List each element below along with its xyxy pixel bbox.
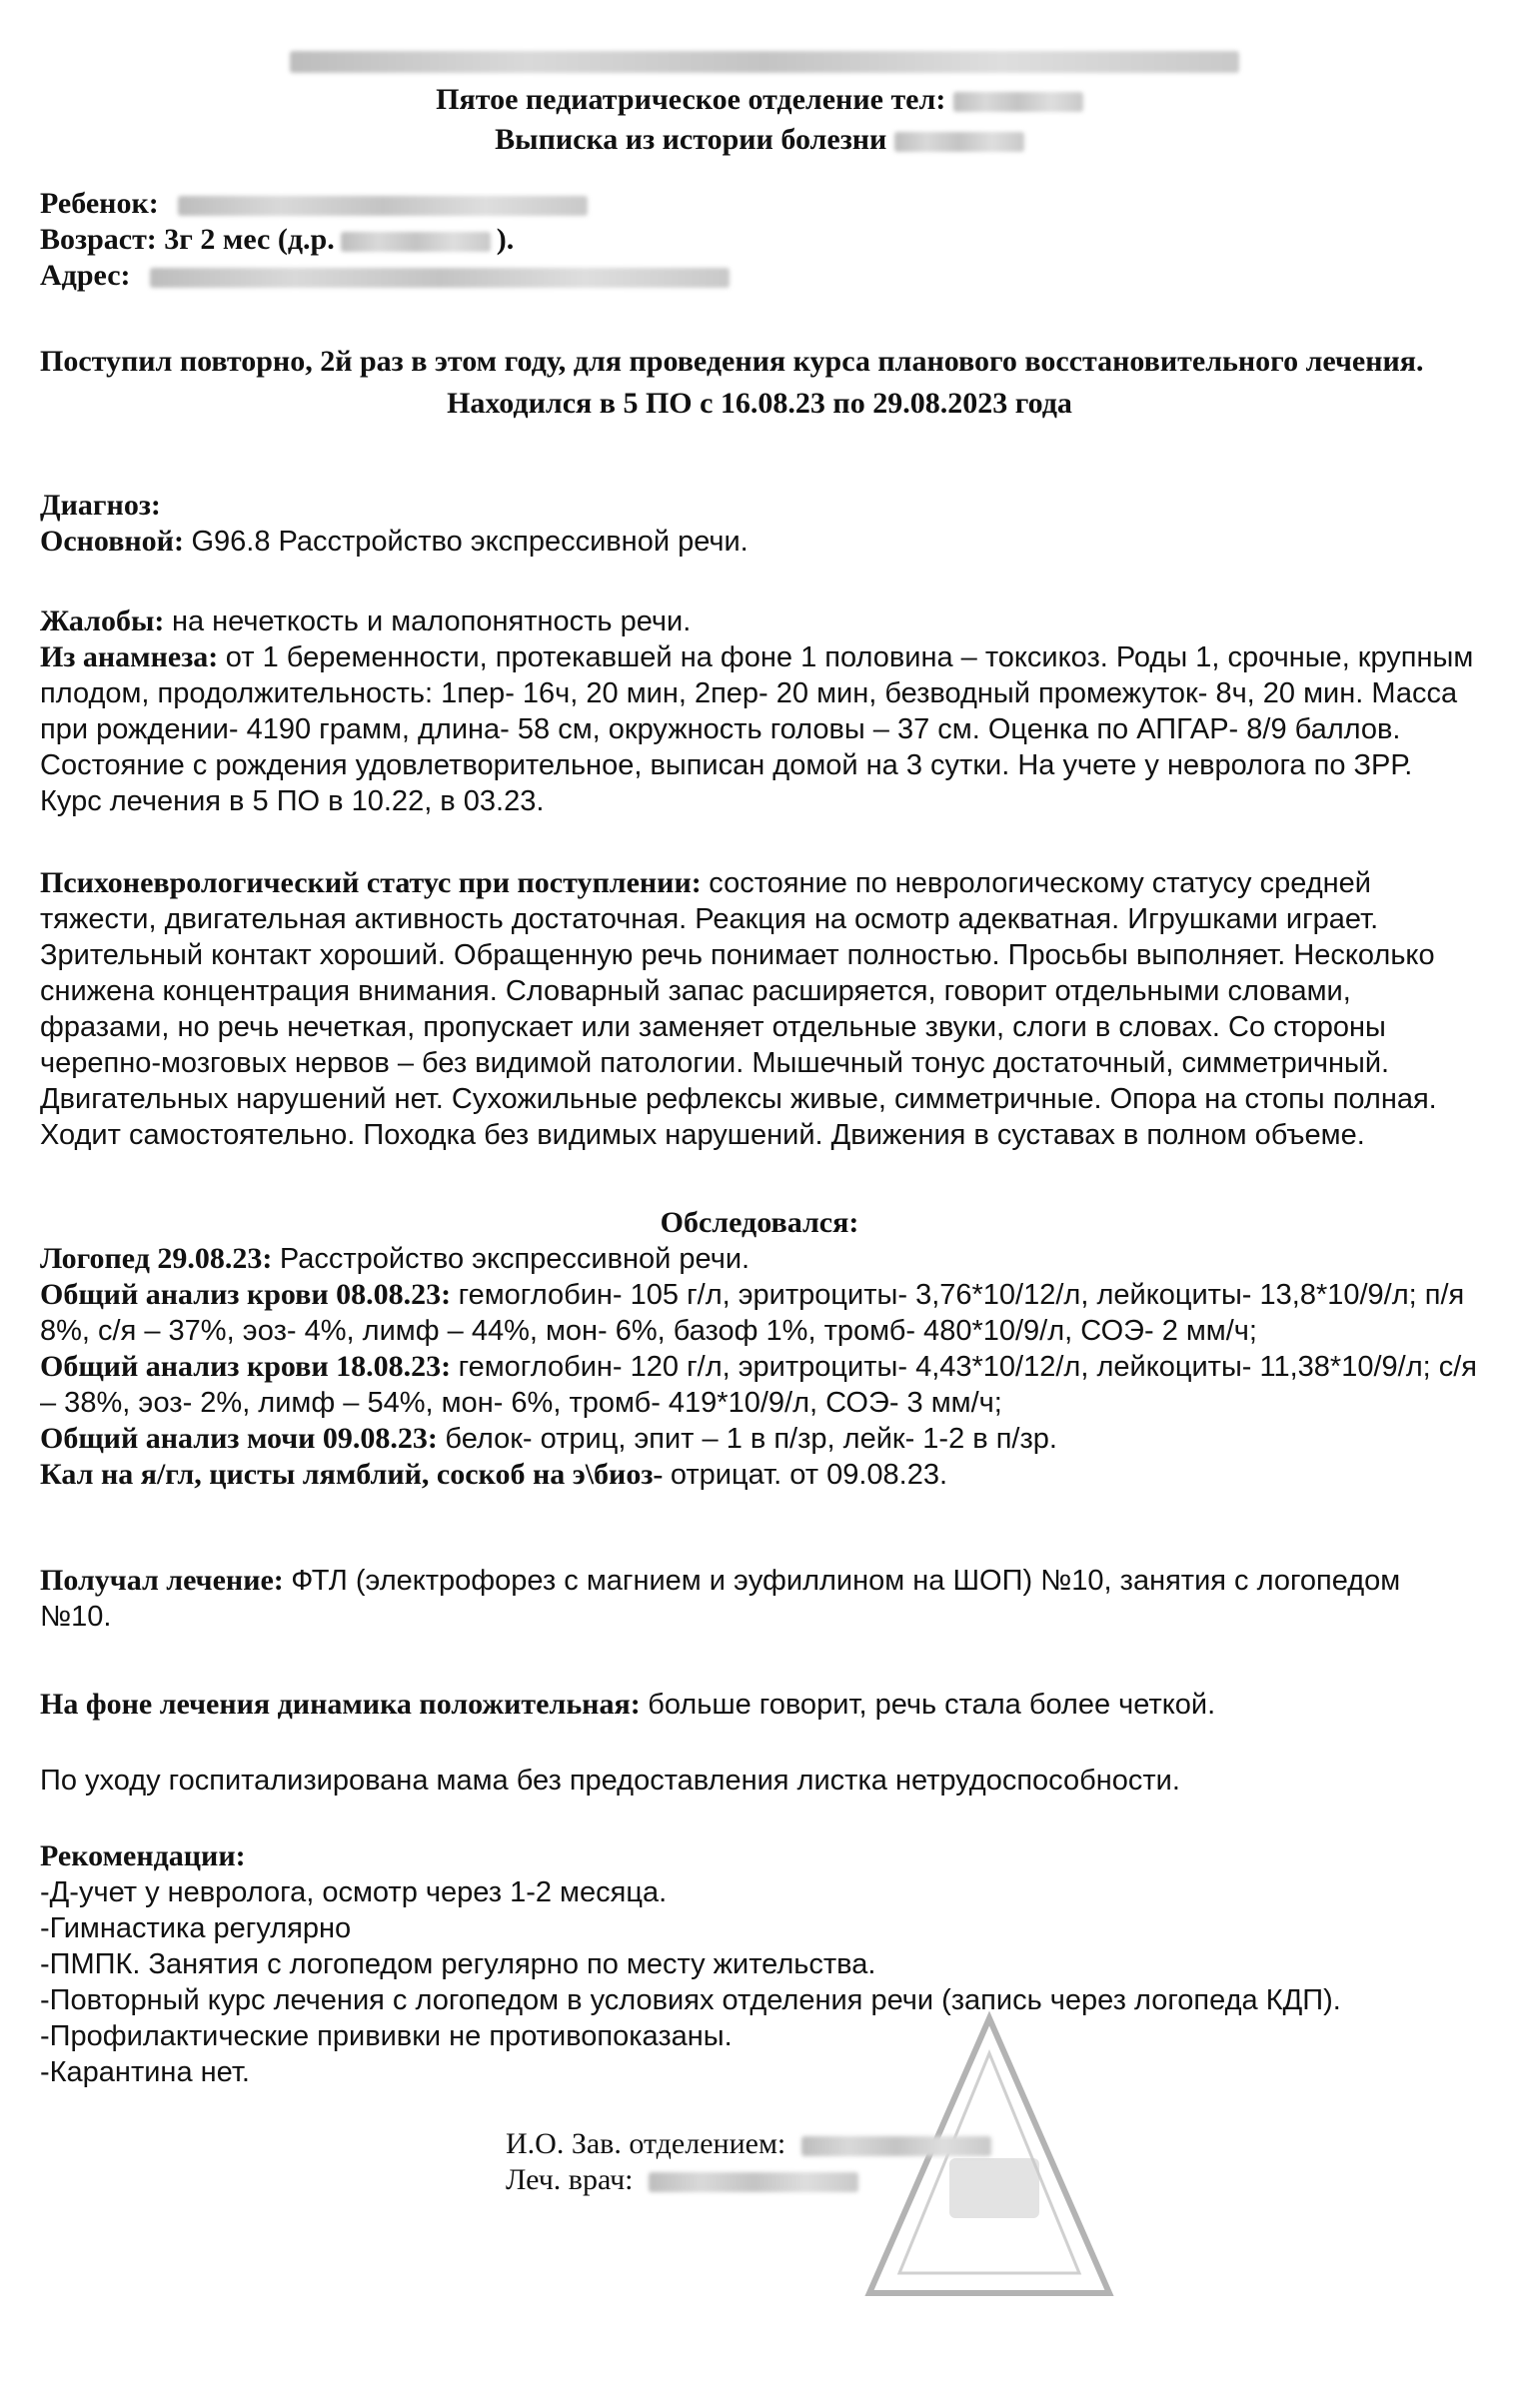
- redacted-institution: [290, 42, 1239, 78]
- treatment-block: [40, 1563, 1479, 1635]
- redacted-phone: [953, 92, 1083, 112]
- treatment-text: ФТЛ (электрофорез с магнием и эуфиллином на ШОП) №10, занятия с логопедом №10.: [40, 1565, 1401, 1633]
- recommendation-item: -Профилактические прививки не противопоказаны.: [40, 2020, 733, 2052]
- diagnosis-heading: Диагноз:: [40, 489, 161, 522]
- dynamics-label: На фоне лечения динамика положительная:: [40, 1688, 641, 1721]
- recommendation-item: -ПМПК. Занятия с логопедом регулярно по месту жительства.: [40, 1948, 876, 1980]
- attending-doctor-label: Леч. врач:: [506, 2163, 634, 2196]
- redacted-birth-date: [341, 232, 491, 252]
- blood2-text: гемоглобин- 120 г/л, эритроциты- 4,43*10/12/л, лейкоциты- 11,38*10/9/л; с/я – 38%, эоз- 2%, лимф – 54%, мон- 6%, тромб- 419*10/9/л, СОЭ- 3 мм/ч;: [40, 1351, 1478, 1419]
- anamnesis-text: от 1 беременности, протекавшей на фоне 1 половина – токсикоз. Роды 1, срочные, крупным плодом, продолжительность: 1пер- 16ч, 20 мин, 2пер- 20 мин, безводный промежуток- 8ч, 20 мин. Масса при рождении- 4190 грамм, длина- 58 см, окружность головы – 37 см. Оценка по АПГАР- 8/9 баллов. Состояние с рождения удовлетворительное, выписан домой на 3 сутки. На учете у невролога по ЗРР. Курс лечения в 5 ПО в 10.22, в 03.23.: [40, 641, 1474, 817]
- head-of-department-label: И.О. Зав. отделением:: [506, 2127, 786, 2160]
- redacted-address: [150, 268, 730, 288]
- admission-text: Поступил повторно, 2й раз в этом году, для проведения курса планового восстановительного лечения.: [40, 345, 1424, 378]
- recommendation-item: -Карантина нет.: [40, 2056, 250, 2088]
- logoped-text: Расстройство экспрессивной речи.: [279, 1243, 751, 1275]
- diagnosis-main-label: Основной:: [40, 525, 184, 558]
- complaints-text: на нечеткость и малопонятность речи.: [171, 605, 692, 637]
- document-header: [0, 82, 1519, 158]
- age-label: Возраст:: [40, 223, 157, 256]
- address-label: Адрес:: [40, 259, 131, 292]
- recommendation-item: -Д-учет у невролога, осмотр через 1-2 месяца.: [40, 1876, 668, 1908]
- stool-label: Кал на я/гл, цисты лямблий, соскоб на э\биоз-: [40, 1458, 664, 1491]
- diagnosis-block: [40, 488, 1479, 560]
- age-value: 3г 2 мес (д.р.: [164, 223, 335, 256]
- admission-block: [40, 344, 1479, 422]
- recommendations-heading: Рекомендации:: [40, 1839, 246, 1872]
- document-title: Выписка из истории болезни: [495, 123, 887, 156]
- diagnosis-main-text: G96.8 Расстройство экспрессивной речи.: [191, 526, 749, 558]
- dynamics-text: больше говорит, речь стала более четкой.: [648, 1689, 1216, 1721]
- complaints-label: Жалобы:: [40, 604, 165, 637]
- care-block: [40, 1763, 1479, 1799]
- child-label: Ребенок:: [40, 187, 159, 220]
- blood1-text: гемоглобин- 105 г/л, эритроциты- 3,76*10/12/л, лейкоциты- 13,8*10/9/л; п/я 8%, с/я – 37%, эоз- 4%, лимф – 44%, мон- 6%, базоф 1%, тромб- 480*10/9/л, СОЭ- 2 мм/ч;: [40, 1279, 1465, 1347]
- redacted-doctor-name: [649, 2172, 858, 2192]
- urine-text: белок- отриц, эпит – 1 в п/зр, лейк- 1-2 в п/зр.: [445, 1423, 1057, 1455]
- dynamics-block: [40, 1687, 1479, 1723]
- status-label: Психоневрологический статус при поступлении:: [40, 866, 702, 899]
- exams-block: [40, 1205, 1479, 1493]
- complaints-anamnesis-block: [40, 603, 1479, 819]
- logoped-label: Логопед 29.08.23:: [40, 1242, 273, 1275]
- department-line: Пятое педиатрическое отделение тел:: [436, 83, 946, 116]
- neuro-status-block: [40, 865, 1479, 1153]
- signatures-block: [506, 2126, 1305, 2198]
- redacted-head-name: [801, 2136, 991, 2156]
- status-text: состояние по неврологическому статусу средней тяжести, двигательная активность достаточная. Реакция на осмотр адекватная. Игрушками играет. Зрительный контакт хороший. Обращенную речь понимает полностью. Просьбы выполняет. Несколько снижена концентрация внимания. Словарный запас расширяется, говорит отдельными словами, фразами, но речь нечеткая, пропускает или заменяет отдельные звуки, слоги в словах. Со стороны черепно-мозговых нервов – без видимой патологии. Мышечный тонус достаточный, симметричный. Двигательных нарушений нет. Сухожильные рефлексы живые, симметричные. Опора на стопы полная. Ходит самостоятельно. Походка без видимых нарушений. Движения в суставах в полном объеме.: [40, 867, 1437, 1151]
- care-text: По уходу госпитализирована мама без предоставления листка нетрудоспособности.: [40, 1765, 1180, 1797]
- anamnesis-label: Из анамнеза:: [40, 640, 219, 673]
- age-close: ).: [496, 223, 515, 256]
- treatment-label: Получал лечение:: [40, 1564, 284, 1597]
- patient-info: [40, 186, 1479, 294]
- recommendations-block: [40, 1838, 1479, 2090]
- recommendation-item: -Гимнастика регулярно: [40, 1912, 352, 1944]
- stay-period: Находился в 5 ПО с 16.08.23 по 29.08.2023 года: [447, 387, 1072, 420]
- urine-label: Общий анализ мочи 09.08.23:: [40, 1422, 438, 1455]
- exams-heading: Обследовался:: [660, 1206, 859, 1239]
- blood2-label: Общий анализ крови 18.08.23:: [40, 1350, 452, 1383]
- redacted-child-name: [178, 196, 588, 216]
- blood1-label: Общий анализ крови 08.08.23:: [40, 1278, 452, 1311]
- stool-text: отрицат. от 09.08.23.: [670, 1459, 948, 1491]
- recommendation-item: -Повторный курс лечения с логопедом в условиях отделения речи (запись через логопеда КДП).: [40, 1984, 1341, 2016]
- redacted-record-number: [894, 132, 1024, 152]
